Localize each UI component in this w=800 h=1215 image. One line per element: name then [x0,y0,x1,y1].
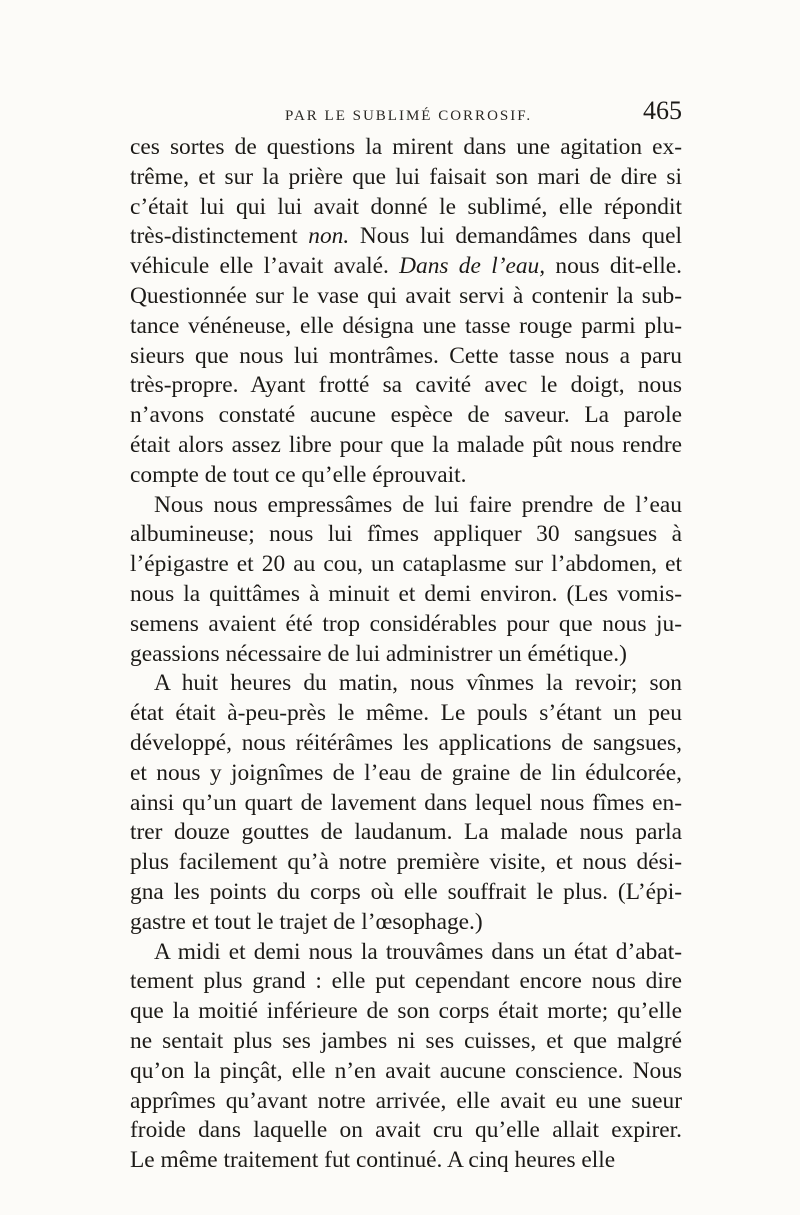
text-line: l’épigastre et 20 au cou, un cataplasme sur l’abdomen, et [130,551,682,578]
text-line: trer douze gouttes de laudanum. La malade nous parla [130,819,682,846]
text-line: geassions nécessaire de lui administrer un émétique.) [130,640,627,667]
text-line: nous la quittâmes à minuit et demi environ. (Les vomis- [130,580,682,607]
text-line: semens avaient été trop considérables pour que nous ju- [130,610,682,637]
text-line: ces sortes de questions la mirent dans une agitation ex- [130,134,682,160]
text-line: sieurs que nous lui montrâmes. Cette tasse nous a paru [130,342,682,369]
text-line: qu’on la pinçât, elle n’en avait aucune conscience. Nous [130,1057,682,1084]
text-line: apprîmes qu’avant notre arrivée, elle avait eu une sueur [130,1087,682,1114]
text-line: trême, et sur la prière que lui faisait son mari de dire si [130,163,682,190]
text-line: ainsi qu’un quart de lavement dans lequel nous fîmes en- [130,789,682,816]
text-line: plus facilement qu’à notre première visite, et nous dési- [130,849,682,876]
text-line: véhicule elle l’avait avalé. Dans de l’eau, nous dit-elle. [130,253,682,280]
body-text [130,133,682,1176]
text-line: gastre et tout le trajet de l’œsophage.) [130,908,483,935]
italic-text: non. [308,223,350,250]
paragraph [130,669,682,937]
text-line: gna les points du corps où elle souffrait le plus. (L’épi- [130,878,682,905]
text-line: Questionnée sur le vase qui avait servi à contenir la sub- [130,282,682,309]
text-line: développé, nous réitérâmes les applications de sangsues, [130,729,682,756]
text-line: c’était lui qui lui avait donné le sublimé, elle répondit [130,193,682,220]
page-header [130,98,682,132]
text-line: état était à-peu-près le même. Le pouls s’étant un peu [130,700,682,727]
text-line: Le même traitement fut continué. A cinq heures elle [130,1147,616,1174]
page-number: 465 [643,96,682,125]
text-line: albumineuse; nous lui fîmes appliquer 30 sangsues à [130,521,682,548]
paragraph [130,938,682,1176]
text-line: A huit heures du matin, nous vînmes la revoir; son [154,670,682,697]
text-line: était alors assez libre pour que la malade pût nous rendre [130,431,682,458]
running-head: PAR LE SUBLIMÉ CORROSIF. [285,108,533,124]
text-line: que la moitié inférieure de son corps était morte; qu’elle [130,998,682,1025]
text-line: Nous nous empressâmes de lui faire prendre de l’eau [154,491,682,518]
text-line: et nous y joignîmes de l’eau de graine de lin édulcorée, [130,759,682,786]
italic-text: Dans de l’eau, [399,253,546,280]
text-line: A midi et demi nous la trouvâmes dans un état d’abat- [154,938,682,965]
text-line: n’avons constaté aucune espèce de saveur. La parole [130,402,682,429]
text-line: très-propre. Ayant frotté sa cavité avec le doigt, nous [130,372,682,399]
text-line: très-distinctement non. Nous lui demandâmes dans quel [130,223,682,250]
text-line: tance vénéneuse, elle désigna une tasse rouge parmi plu- [130,312,682,339]
text-line: compte de tout ce qu’elle éprouvait. [130,461,467,488]
text-line: froide dans laquelle on avait cru qu’elle allait expirer. [130,1117,682,1144]
paragraph [130,133,682,491]
text-line: ne sentait plus ses jambes ni ses cuisses, et que malgré [130,1027,682,1054]
text-line: tement plus grand : elle put cependant encore nous dire [130,968,682,995]
paragraph [130,491,682,670]
